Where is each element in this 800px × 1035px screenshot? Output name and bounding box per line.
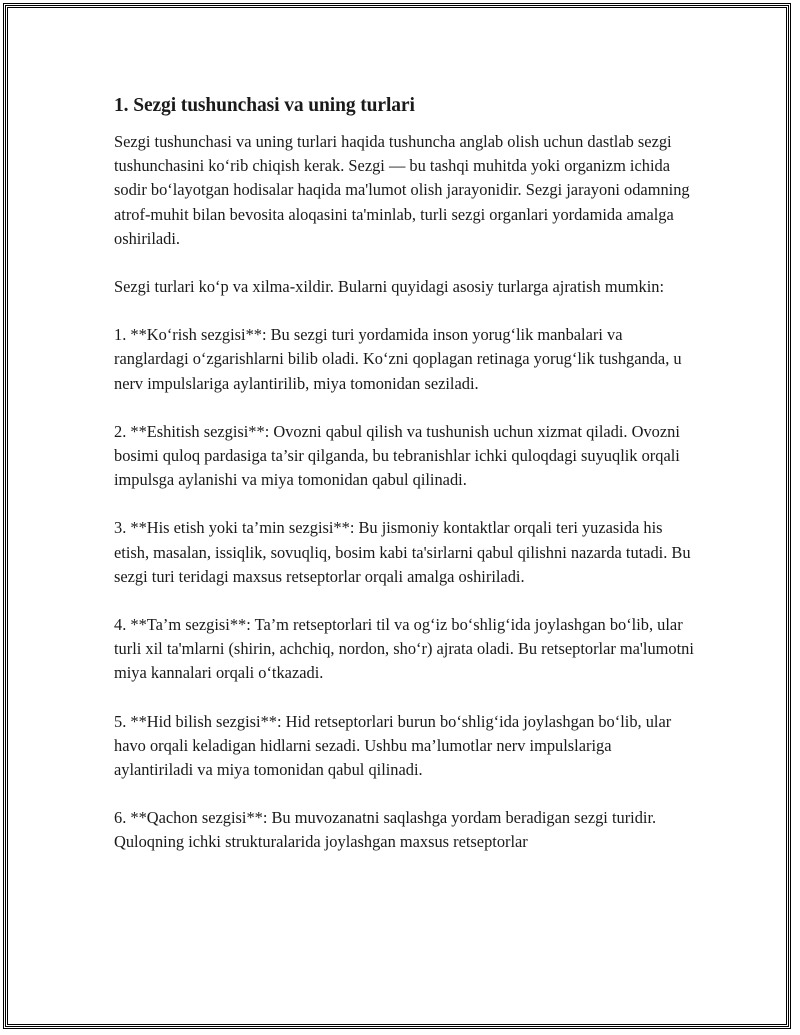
- paragraph-taste: 4. **Ta’m sezgisi**: Ta’m retseptorlari til va og‘iz bo‘shlig‘ida joylashgan bo‘lib, ular turli xil ta'mlarni (shirin, achchiq, nordon, sho‘r) ajrata oladi. Bu retseptorlar ma'lumotni miya kannalari orqali o‘tkazadi.: [114, 615, 694, 683]
- paragraph-types-intro: Sezgi turlari ko‘p va xilma-xildir. Bularni quyidagi asosiy turlarga ajratish mumkin:: [114, 277, 665, 297]
- paragraph-touch: 3. **His etish yoki ta’min sezgisi**: Bu jismoniy kontaktlar orqali teri yuzasida his etish, masalan, issiqlik, sovuqliq, bosim kabi ta'sirlarni qabul qilishni nazarda tutadi. Bu sezgi turi teridagi maxsus retseptorlar orqali amalga oshiriladi.: [114, 518, 691, 586]
- paragraph-balance: 6. **Qachon sezgisi**: Bu muvozanatni saqlashga yordam beradigan sezgi turidir. Quloqning ichki strukturalarida joylashgan maxsus retseptorlar: [114, 808, 657, 852]
- paragraph-hearing: 2. **Eshitish sezgisi**: Ovozni qabul qilish va tushunish uchun xizmat qiladi. Ovozni bosimi quloq pardasiga ta’sir qilganda, bu tebranishlar ichki quloqdagi suyuqlik orqali impulsga aylanishi va miya tomonidan qabul qilinadi.: [114, 421, 680, 490]
- paragraph-smell: 5. **Hid bilish sezgisi**: Hid retseptorlari burun bo‘shlig‘ida joylashgan bo‘lib, ular havo orqali keladigan hidlarni sezadi. Ushbu ma’lumotlar nerv impulslariga aylantiriladi va miya tomonidan qabul qilinadi.: [114, 711, 672, 780]
- document-body: [114, 92, 694, 879]
- document-title: 1. Sezgi tushunchasi va uning turlari: [114, 95, 415, 116]
- paragraph-vision: 1. **Ko‘rish sezgisi**: Bu sezgi turi yordamida inson yorug‘lik manbalari va ranglardagi o‘zgarishlarni bilib oladi. Ko‘zni qoplagan retinaga yorug‘lik tushganda, u nerv impulslariga aylantirilib, miya tomonidan seziladi.: [114, 325, 682, 393]
- paragraph-intro: Sezgi tushunchasi va uning turlari haqida tushuncha anglab olish uchun dastlab sezgi tushunchasini ko‘rib chiqish kerak. Sezgi — bu tashqi muhitda yoki organizm ichida sodir bo‘layotgan hodisalar haqida ma'lumot olish jarayonidir. Sezgi jarayoni odamning atrof-muhit bilan bevosita aloqasini ta'minlab, turli sezgi organlari yordamida amalga oshiriladi.: [114, 132, 690, 248]
